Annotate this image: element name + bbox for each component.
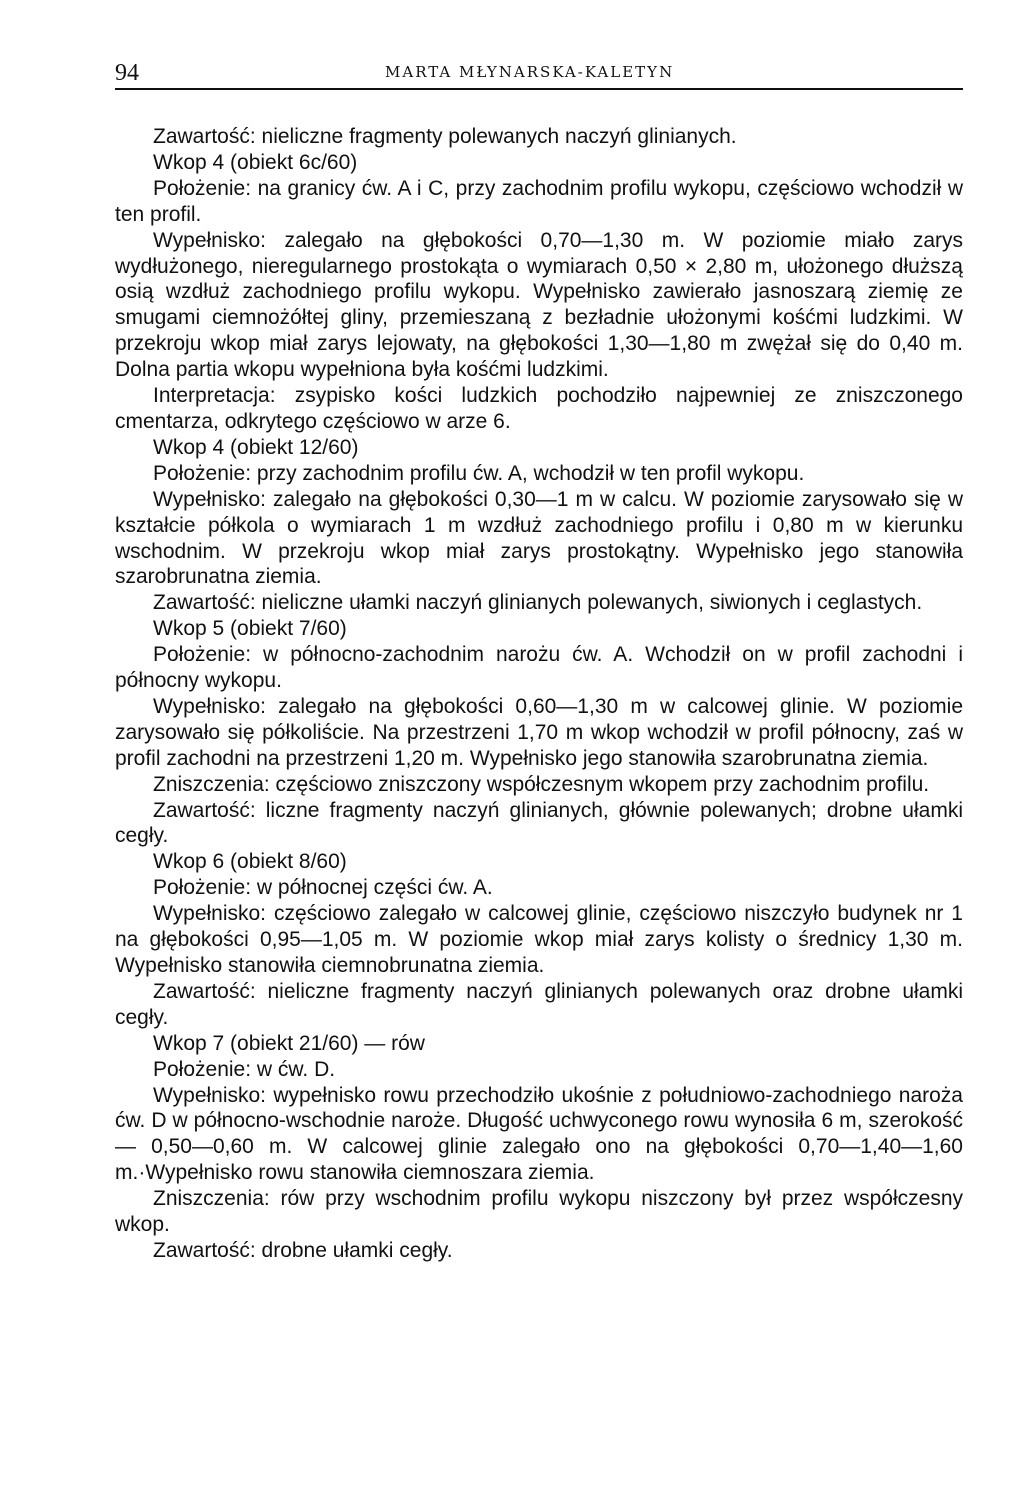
paragraph: Wypełnisko: zalegało na głębokości 0,70—1,30 m. W poziomie miało zarys wydłużonego, nieregularnego prostokąta o wymiarach 0,50 × 2,80 m, ułożonego dłuższą osią wzdłuż zachodniego profilu wykopu. Wypełnisko zawierało jasnoszarą ziemię ze smugami ciemnożółtej gliny, przemieszaną z bezładnie ułożonymi kośćmi ludzkimi. W przekroju wkop miał zarys lejowaty, na głębokości 1,30—1,80 m zwężał się do 0,40 m. Dolna partia wkopu wypełniona była kośćmi ludzkimi.	[115, 228, 963, 382]
paragraph: Wypełnisko: wypełnisko rowu przechodziło ukośnie z południowo-zachodniego naroża ćw. D w północno-wschodnie naroże. Długość uchwyconego rowu wynosiła 6 m, szerokość — 0,50—0,60 m. W calcowej glinie zalegało ono na głębokości 0,70—1,40—1,60 m.·Wypełnisko rowu stanowiła ciemnoszara ziemia.	[115, 1083, 963, 1185]
paragraph: Położenie: w północnej części ćw. A.	[153, 876, 493, 900]
body-text	[115, 124, 963, 1264]
paragraph: Wypełnisko: zalegało na głębokości 0,30—1 m w calcu. W poziomie zarysowało się w kształcie półkola o wymiarach 1 m wzdłuż zachodniego profilu i 0,80 m w kierunku wschodnim. W przekroju wkop miał zarys prostokątny. Wypełnisko jego stanowiła szarobrunatna ziemia.	[115, 487, 963, 589]
paragraph: Położenie: w północno-zachodnim narożu ćw. A. Wchodził on w profil zachodni i północny wykopu.	[115, 643, 963, 693]
paragraph: Zawartość: liczne fragmenty naczyń glinianych, głównie polewanych; drobne ułamki cegły.	[115, 798, 963, 848]
paragraph: Położenie: przy zachodnim profilu ćw. A, wchodził w ten profil wykopu.	[153, 461, 805, 485]
section-heading: Wkop 4 (obiekt 6c/60)	[153, 150, 358, 174]
paragraph: Położenie: na granicy ćw. A i C, przy zachodnim profilu wykopu, częściowo wchodził w ten profil.	[115, 176, 963, 226]
paragraph: Zniszczenia: częściowo zniszczony współczesnym wkopem przy zachodnim profilu.	[153, 772, 930, 796]
paragraph: Zawartość: drobne ułamki cegły.	[153, 1238, 453, 1262]
paragraph: Zniszczenia: rów przy wschodnim profilu wykopu niszczony był przez współczesny wkop.	[115, 1187, 963, 1237]
paragraph: Zawartość: nieliczne ułamki naczyń glinianych polewanych, siwionych i ceglastych.	[153, 591, 923, 615]
section-heading: Wkop 5 (obiekt 7/60)	[153, 617, 347, 641]
running-header-author: MARTA MŁYNARSKA-KALETYN	[385, 63, 675, 81]
section-heading: Wkop 4 (obiekt 12/60)	[153, 435, 359, 459]
paragraph: Wypełnisko: zalegało na głębokości 0,60—1,30 m w calcowej glinie. W poziomie zarysowało się półkoliście. Na przestrzeni 1,70 m wkop wchodził w profil północny, zaś w profil zachodni na przestrzeni 1,20 m. Wypełnisko jego stanowiła szarobrunatna ziemia.	[115, 694, 963, 770]
paragraph: Zawartość: nieliczne fragmenty polewanych naczyń glinianych.	[153, 125, 737, 148]
section-heading: Wkop 6 (obiekt 8/60)	[153, 850, 347, 874]
paragraph: Interpretacja: zsypisko kości ludzkich pochodziło najpewniej ze zniszczonego cmentarza, odkrytego częściowo w arze 6.	[115, 384, 963, 433]
paragraph: Wypełnisko: częściowo zalegało w calcowej glinie, częściowo niszczyło budynek nr 1 na głębokości 0,95—1,05 m. W poziomie wkop miał zarys kolisty o średnicy 1,30 m. Wypełnisko stanowiła ciemnobrunatna ziemia.	[115, 902, 963, 977]
section-heading: Wkop 7 (obiekt 21/60) — rów	[153, 1031, 425, 1055]
paragraph: Położenie: w ćw. D.	[153, 1057, 336, 1081]
page-number: 94	[115, 60, 139, 86]
paragraph: Zawartość: nieliczne fragmenty naczyń glinianych polewanych oraz drobne ułamki cegły.	[115, 979, 963, 1029]
running-header	[115, 58, 963, 90]
